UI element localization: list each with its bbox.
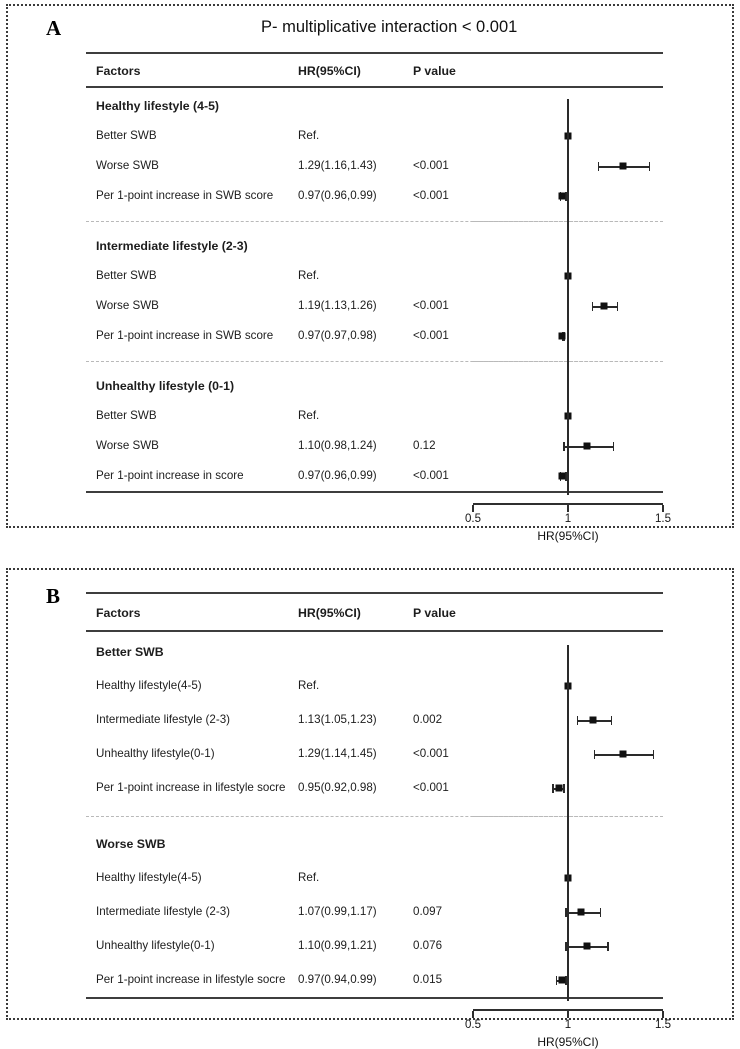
cell-factor: Per 1-point increase in SWB score [96, 189, 274, 202]
cell-pvalue: <0.001 [413, 159, 449, 172]
x-axis-title: HR(95%CI) [537, 529, 599, 543]
point-estimate-marker [584, 943, 591, 950]
ci-cap-upper [600, 908, 602, 917]
panel-a-letter: A [46, 16, 62, 40]
table-header-rule [86, 86, 663, 88]
ci-cap-upper [611, 716, 613, 725]
x-axis-title: HR(95%CI) [537, 1035, 599, 1049]
cell-pvalue: 0.097 [413, 905, 443, 918]
x-axis-tick-label: 1 [564, 513, 572, 525]
ci-cap-upper [649, 162, 651, 171]
x-axis-tick [662, 505, 663, 512]
cell-factor: Unhealthy lifestyle(0-1) [96, 747, 215, 760]
point-estimate-marker [559, 193, 566, 200]
point-estimate-marker [578, 909, 585, 916]
table-row [86, 321, 466, 351]
x-axis-tick [472, 505, 473, 512]
point-estimate-marker [555, 785, 562, 792]
cell-hr: 0.95(0.92,0.98) [298, 781, 377, 794]
ci-cap-upper [617, 302, 619, 311]
cell-pvalue: 0.076 [413, 939, 443, 952]
ci-cap-lower [563, 442, 565, 451]
ci-cap-lower [552, 784, 554, 793]
cell-factor: Worse SWB [96, 159, 159, 172]
x-axis-tick-label: 0.5 [465, 513, 481, 525]
table-header-rule [86, 630, 663, 632]
cell-factor: Intermediate lifestyle (2-3) [96, 239, 248, 253]
cell-hr: Ref. [298, 129, 320, 142]
table-header-row [86, 56, 466, 86]
table-row [86, 703, 466, 737]
column-header-factors: Factors [96, 606, 141, 620]
ci-cap-lower [592, 302, 594, 311]
cell-hr: 1.10(0.98,1.24) [298, 439, 377, 452]
cell-factor: Healthy lifestyle(4-5) [96, 679, 202, 692]
table-row [86, 401, 466, 431]
table-row [86, 291, 466, 321]
point-estimate-marker [584, 443, 591, 450]
column-header-factors: Factors [96, 64, 141, 78]
panel-a-title: P- multiplicative interaction < 0.001 [261, 18, 518, 36]
ci-cap-upper [653, 750, 655, 759]
reference-line [567, 645, 569, 1001]
cell-pvalue: <0.001 [413, 747, 449, 760]
table-row [86, 151, 466, 181]
table-row [86, 669, 466, 703]
table-group-row [86, 231, 466, 261]
point-estimate-marker [601, 303, 608, 310]
cell-pvalue: 0.002 [413, 713, 443, 726]
cell-factor: Better SWB [96, 129, 157, 142]
table-row [86, 737, 466, 771]
x-axis-tick-label: 0.5 [465, 1019, 481, 1031]
table-row [86, 963, 466, 997]
cell-pvalue: 0.12 [413, 439, 436, 452]
column-header-hr: HR(95%CI) [298, 606, 361, 620]
point-estimate-marker [559, 333, 566, 340]
cell-hr: 0.97(0.96,0.99) [298, 469, 377, 482]
point-estimate-marker [620, 163, 627, 170]
cell-pvalue: <0.001 [413, 329, 449, 342]
cell-pvalue: 0.015 [413, 973, 443, 986]
point-estimate-marker [620, 751, 627, 758]
x-axis-tick-label: 1.5 [655, 1019, 671, 1031]
cell-factor: Better SWB [96, 645, 164, 659]
cell-factor: Unhealthy lifestyle (0-1) [96, 379, 235, 393]
cell-factor: Intermediate lifestyle (2-3) [96, 905, 231, 918]
point-estimate-marker [589, 717, 596, 724]
point-estimate-marker [559, 473, 566, 480]
table-row [86, 261, 466, 291]
table-top-rule [86, 52, 663, 54]
cell-pvalue: <0.001 [413, 299, 449, 312]
table-group-row [86, 635, 466, 669]
x-axis-tick [472, 1011, 473, 1018]
cell-pvalue: <0.001 [413, 781, 449, 794]
cell-factor: Per 1-point increase in SWB score [96, 329, 274, 342]
cell-hr: Ref. [298, 871, 320, 884]
reference-line [567, 99, 569, 495]
x-axis-tick [662, 1011, 663, 1018]
table-row [86, 461, 466, 491]
ci-cap-upper [563, 784, 565, 793]
cell-hr: 1.10(0.99,1.21) [298, 939, 377, 952]
cell-factor: Worse SWB [96, 299, 159, 312]
panel-b [6, 568, 734, 1049]
table-top-rule [86, 592, 663, 594]
table-row [86, 895, 466, 929]
cell-hr: 1.29(1.14,1.45) [298, 747, 377, 760]
cell-pvalue: <0.001 [413, 469, 449, 482]
cell-factor: Worse SWB [96, 439, 159, 452]
table-group-row [86, 371, 466, 401]
ci-cap-lower [556, 976, 558, 985]
column-header-hr: HR(95%CI) [298, 64, 361, 78]
cell-hr: 1.13(1.05,1.23) [298, 713, 377, 726]
table-bottom-rule [86, 997, 663, 999]
x-axis-tick-label: 1.5 [655, 513, 671, 525]
cell-hr: 0.97(0.96,0.99) [298, 189, 377, 202]
cell-factor: Unhealthy lifestyle(0-1) [96, 939, 215, 952]
cell-hr: Ref. [298, 269, 320, 282]
table-row [86, 431, 466, 461]
cell-pvalue: <0.001 [413, 189, 449, 202]
cell-factor: Per 1-point increase in lifestyle socre [96, 973, 286, 986]
cell-hr: 1.19(1.13,1.26) [298, 299, 377, 312]
ci-cap-upper [613, 442, 615, 451]
cell-factor: Intermediate lifestyle (2-3) [96, 713, 231, 726]
cell-hr: 1.07(0.99,1.17) [298, 905, 377, 918]
cell-hr: Ref. [298, 409, 320, 422]
table-row [86, 861, 466, 895]
cell-hr: 0.97(0.94,0.99) [298, 973, 377, 986]
cell-factor: Better SWB [96, 269, 157, 282]
point-estimate-marker [559, 977, 566, 984]
panel-b-letter: B [46, 584, 61, 608]
cell-factor: Per 1-point increase in lifestyle socre [96, 781, 286, 794]
ci-cap-lower [598, 162, 600, 171]
x-axis-tick-label: 1 [564, 1019, 572, 1031]
table-row [86, 929, 466, 963]
cell-hr: 1.29(1.16,1.43) [298, 159, 377, 172]
table-row [86, 181, 466, 211]
cell-factor: Per 1-point increase in score [96, 469, 244, 482]
table-header-row [86, 596, 466, 630]
cell-factor: Better SWB [96, 409, 157, 422]
panel-a [6, 4, 734, 543]
table-row [86, 121, 466, 151]
ci-cap-lower [577, 716, 579, 725]
table-group-row [86, 91, 466, 121]
cell-factor: Healthy lifestyle (4-5) [96, 99, 220, 113]
table-group-row [86, 827, 466, 861]
cell-hr: Ref. [298, 679, 320, 692]
column-header-pvalue: P value [413, 606, 456, 620]
x-axis-tick [567, 1011, 568, 1018]
ci-cap-upper [607, 942, 609, 951]
x-axis-tick [567, 505, 568, 512]
cell-hr: 0.97(0.97,0.98) [298, 329, 377, 342]
ci-cap-lower [594, 750, 596, 759]
table-bottom-rule [86, 491, 663, 493]
cell-factor: Worse SWB [96, 837, 166, 851]
table-row [86, 771, 466, 805]
cell-factor: Healthy lifestyle(4-5) [96, 871, 202, 884]
column-header-pvalue: P value [413, 64, 456, 78]
